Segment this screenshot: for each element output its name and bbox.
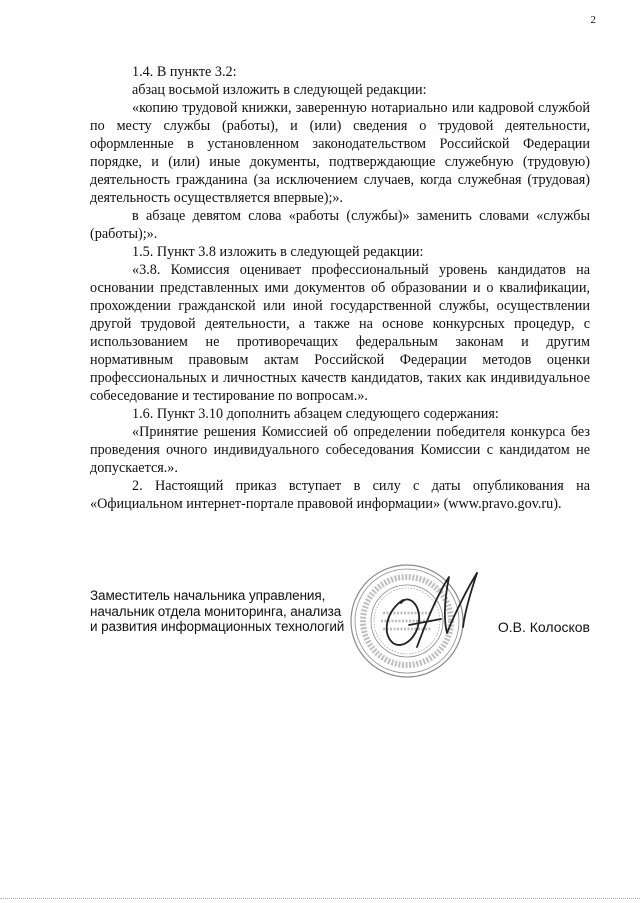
signer-title-line: начальник отдела мониторинга, анализа	[90, 603, 342, 619]
paragraph-2: 2. Настоящий приказ вступает в силу с даты опубликования на «Официальном интернет-портале правовой информации» (www.pravo.gov.ru).	[90, 478, 590, 512]
signature-icon	[387, 573, 477, 647]
page-number: 2	[590, 14, 596, 26]
seal-icon	[345, 555, 505, 680]
signer-title-line: и развития информационных технологий	[90, 619, 345, 634]
paragraph-1-5: 1.5. Пункт 3.8 изложить в следующей редакции:	[132, 244, 424, 260]
paragraph-1-6: 1.6. Пункт 3.10 дополнить абзацем следующего содержания:	[132, 406, 499, 422]
paragraph-1-4-quote: «копию трудовой книжки, заверенную нотариально или кадровой службой по месту службы (работы), и (или) сведения о трудовой деятельности, оформленные в установленном законодательством Российской Федерации порядке, и (или) иные документы, подтверждающие служебную (трудовую) деятельность гражданина (за исключением случаев, когда служебная (трудовая) деятельность осуществляется впервые);».	[90, 100, 590, 206]
signature-block	[90, 580, 590, 690]
paragraph-1-5-quote: «3.8. Комиссия оценивает профессиональный уровень кандидатов на основании представленных ими документов об образовании и о квалификации, прохождении гражданской или иной государственной службы, осуществлении другой трудовой деятельности, а также на основе конкурсных процедур, с использованием не противоречащих федеральным законам и другим нормативным правовым актам Российской Федерации методов оценки профессиональных и личностных качеств кандидатов, таких как индивидуальное собеседование и тестирование по вопросам.».	[90, 262, 590, 404]
document-body	[90, 63, 590, 513]
paragraph-1-6-quote: «Принятие решения Комиссией об определении победителя конкурса без проведения очного индивидуального собеседования Комиссии с кандидатом не допускается.».	[90, 424, 590, 476]
page-bottom-edge	[0, 898, 640, 899]
signer-title	[90, 588, 344, 635]
signer-name: О.В. Колосков	[497, 619, 590, 635]
paragraph-1-4: 1.4. В пункте 3.2:	[132, 64, 237, 80]
signer-title-line: Заместитель начальника управления,	[90, 588, 326, 603]
paragraph-1-4-intro: абзац восьмой изложить в следующей редакции:	[132, 82, 427, 98]
paragraph-1-4-ninth: в абзаце девятом слова «работы (службы)» заменить словами «службы (работы);».	[90, 208, 590, 242]
